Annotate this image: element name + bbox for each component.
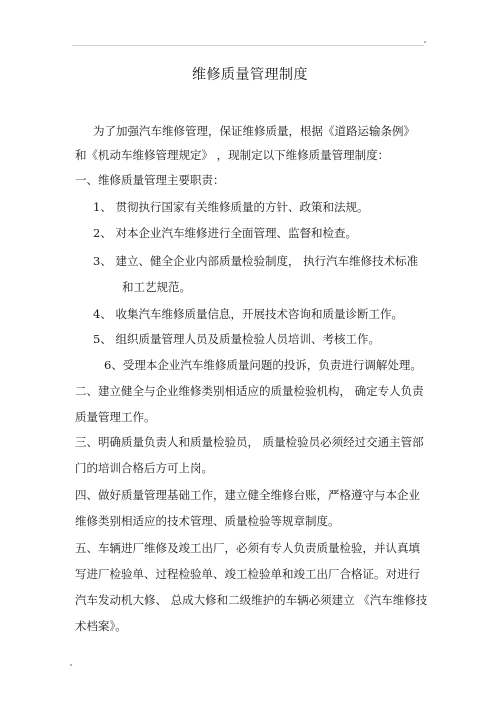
section-heading: 二、建立健全与企业维修类别相适应的质量检验机构， 确定专人负责 [75,384,424,398]
section-heading: 三、明确质量负责人和质量检验员， 质量检验员必须经过交通主管部 [75,435,424,449]
paragraph-line: 为了加强汽车维修管理，保证维修质量，根据《道路运输条例》 [93,124,415,138]
list-item: 3、 建立、健全企业内部质量检验制度， 执行汽车维修技术标准 [93,254,419,268]
paragraph-line: 术档案》。 [75,619,127,633]
paragraph-line: 汽车发动机大修、 总成大修和二级维护的车辆必须建立 《汽车维修技 [75,593,428,607]
list-item: 2、 对本企业汽车维修进行全面管理、监督和检查。 [93,226,357,240]
list-item: 6、受理本企业汽车维修质量问题的投诉，负责进行调解处理。 [104,358,422,372]
document-title: 维修质量管理制度 [192,67,308,83]
paragraph-line: 质量管理工作。 [75,410,156,424]
list-item-continuation: 和工艺规范。 [122,280,191,294]
section-heading: 五、车辆进厂维修及竣工出厂，必须有专人负责质量检验，并认真填 [75,541,420,555]
section-heading: 四、做好质量管理基础工作，建立健全维修台账，严格遵守与本企业 [75,488,420,502]
paragraph-line: 维修类别相适应的技术管理、质量检验等规章制度。 [75,514,340,528]
list-item: 1、 贯彻执行国家有关维修质量的方针、政策和法规。 [93,200,369,214]
header-rule [72,45,424,46]
corner-mark [70,664,72,666]
section-heading: 一、维修质量管理主要职责： [75,173,225,187]
corner-mark [424,41,426,43]
paragraph-line: 和《机动车维修管理规定》 ，现制定以下维修质量管理制度： [75,148,390,162]
list-item: 4、 收集汽车维修质量信息，开展技术咨询和质量诊断工作。 [93,307,403,321]
paragraph-line: 写进厂检验单、过程检验单、竣工检验单和竣工出厂合格证。对进行 [75,567,420,581]
list-item: 5、 组织质量管理人员及质量检验人员培训、考核工作。 [93,332,380,346]
paragraph-line: 门的培训合格后方可上岗。 [75,461,213,475]
